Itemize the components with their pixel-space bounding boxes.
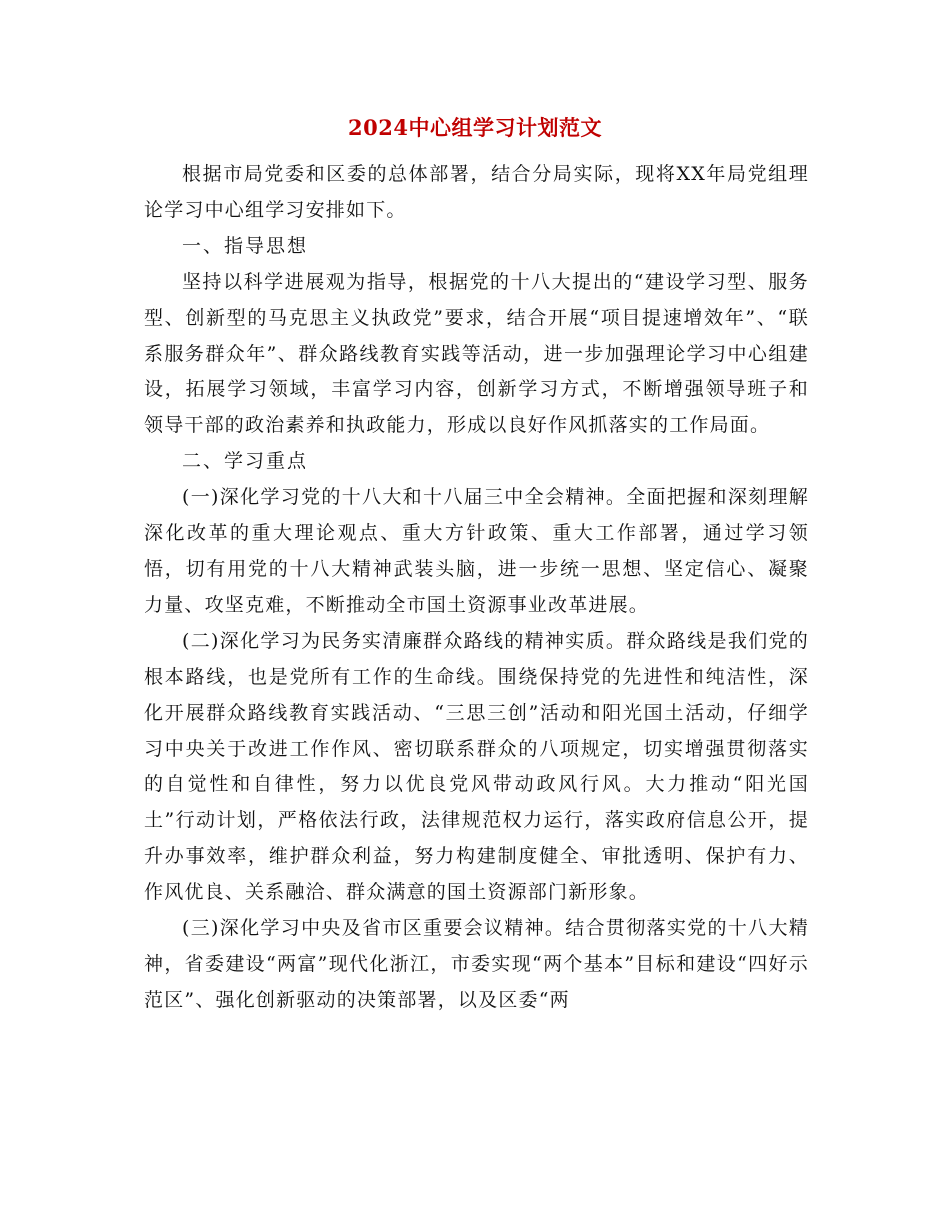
document-body xyxy=(144,157,809,1019)
study-focus-item-2: (二)深化学习为民务实清廉群众路线的精神实质。群众路线是我们党的根本路线，也是党所有工作的生命线。围绕保持党的先进性和纯洁性，深化开展群众路线教育实践活动、“三思三创”活动和阳光国土活动，仔细学习中央关于改进工作作风、密切联系群众的八项规定，切实增强贯彻落实的自觉性和自律性，努力以优良党风带动政风行风。大力推动“阳光国土”行动计划，严格依法行政，法律规范权力运行，落实政府信息公开，提升办事效率，维护群众利益，努力构建制度健全、审批透明、保护有力、作风优良、关系融洽、群众满意的国土资源部门新形象。 xyxy=(144,629,809,904)
intro-paragraph: 根据市局党委和区委的总体部署，结合分局实际，现将XX年局党组理论学习中心组学习安排如下。 xyxy=(144,163,809,221)
section-heading-guiding-ideology: 一、指导思想 xyxy=(182,234,309,257)
study-focus-item-3: (三)深化学习中央及省市区重要会议精神。结合贯彻落实党的十八大精神，省委建设“两富”现代化浙江，市委实现“两个基本”目标和建设“四好示范区”、强化创新驱动的决策部署，以及区委“两 xyxy=(144,917,809,1011)
study-focus-item-1: (一)深化学习党的十八大和十八届三中全会精神。全面把握和深刻理解深化改革的重大理论观点、重大方针政策、重大工作部署，通过学习领悟，切有用党的十八大精神武装头脑，进一步统一思想、坚定信心、凝聚力量、攻坚克难，不断推动全市国土资源事业改革进展。 xyxy=(144,486,809,616)
section-heading-study-focus: 二、学习重点 xyxy=(182,450,309,473)
guiding-ideology-paragraph: 坚持以科学进展观为指导，根据党的十八大提出的“建设学习型、服务型、创新型的马克思主义执政党”要求，结合开展“项目提速增效年”、“联系服务群众年”、群众路线教育实践等活动，进一步加强理论学习中心组建设，拓展学习领域，丰富学习内容，创新学习方式，不断增强领导班子和领导干部的政治素养和执政能力，形成以良好作风抓落实的工作局面。 xyxy=(144,270,809,437)
document-title: 2024中心组学习计划范文 xyxy=(348,115,602,140)
